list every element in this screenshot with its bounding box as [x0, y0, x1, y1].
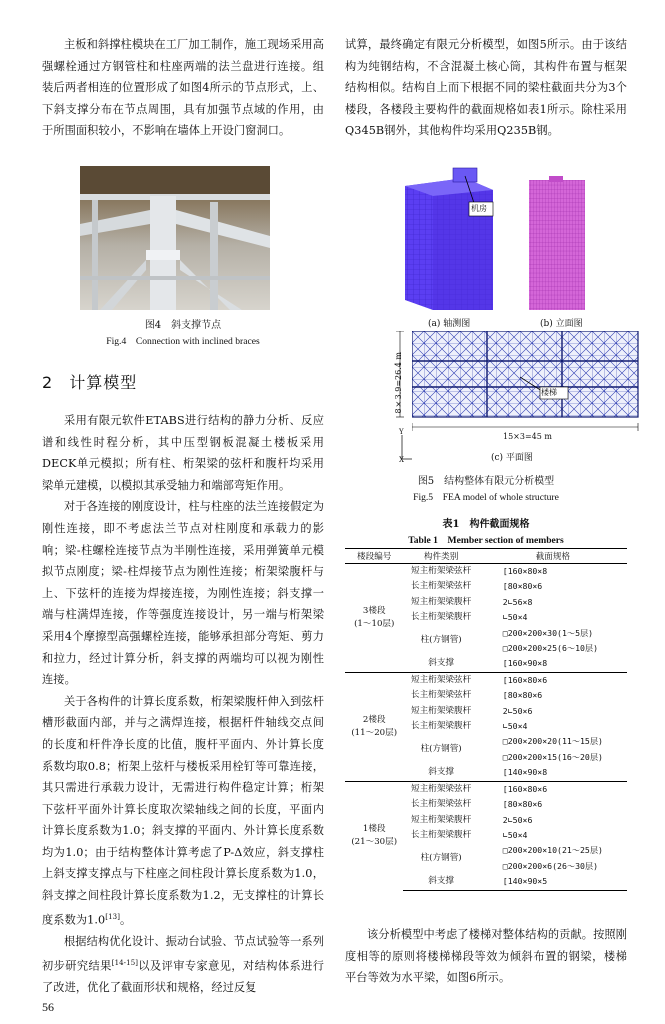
para-effective-length-text: 关于各构件的计算长度系数，桁架梁腹杆伸入到弦杆槽形截面内部，并与之满焊连接，根据杆件轴线交点间的长度和杆件净长度的比值，腹杆平面内、外计算长度系数均取0.8；桁架上弦杆与楼板采用栓钉等可靠连接，其只需进行承载力设计，无需进行构件稳定计算；桁架下弦杆平面外计算长度取次梁轴线之间的长度，平面内计算长度系数为1.0；斜支撑的平面内、外计算长度系数均为1.0；由于结构整体计算考虑了P-Δ效应，斜支撑柱上斜支撑支撑点与下柱座之间柱段计算长度系数为1.0，斜支撑之间柱段计算长度系数为1.2，无支撑柱的计算长度系数为1.0	[42, 694, 324, 927]
table-row	[345, 564, 627, 580]
section-cell: 2∟56×8	[502, 596, 533, 607]
label-machine-room: 机房	[471, 204, 487, 213]
section-cell: □200×200×15(16～20层)	[502, 751, 603, 762]
para-effective-length	[42, 691, 324, 931]
segment-name: 3楼段	[362, 605, 386, 616]
table1-caption-en: Table 1 Member section of members	[408, 535, 564, 546]
section-cell: 2∟50×6	[502, 705, 533, 716]
section-cell: ∟50×4	[502, 612, 528, 623]
fig4-connection-photo	[80, 166, 270, 310]
member-cell: 长主桁架梁弦杆	[411, 799, 472, 810]
table1-container	[345, 548, 627, 891]
section-number: 2	[42, 373, 54, 392]
section-cell: □200×200×20(11～15层)	[502, 736, 603, 747]
para-optimization-a: 根据结构优化设计、振动台试验、节点试验等一系列初步研究结果	[42, 934, 324, 973]
member-cell: 斜支撑	[403, 874, 478, 890]
para-connection-stiffness: 对于各连接的刚度设计，柱与柱座的法兰连接假定为刚性连接，即不考虑法兰节点对柱刚度和承载力的影响；梁-柱螺栓连接节点为半刚性连接，采用弹簧单元模拟节点刚度；梁-柱焊接节点为刚性连接；桁架梁腹杆与上、下弦杆的连接为焊接连接，为刚性连接；斜支撑一端与柱满焊连接，作等强度连接设计，另一端与桁架梁采用4个摩擦型高强螺栓连接，能够承担部分弯矩、剪力和拉力，经过计算分析，斜支撑的两端均可以视为刚性连接。	[42, 500, 324, 687]
section-cell: [140×90×8	[502, 767, 548, 778]
fig5a-label: (a) 轴测图	[428, 319, 471, 329]
section-cell: [160×80×6	[479, 672, 627, 688]
section-cell: [160×80×6	[479, 781, 627, 797]
fig5b-label: (b) 立面图	[540, 319, 583, 329]
plan-dim-vertical: 8×3.9=26.4 m	[394, 352, 403, 414]
th-section: 截面规格	[479, 549, 627, 564]
section-cell: 2∟50×6	[502, 814, 533, 825]
member-cell: 柱(方钢管)	[420, 853, 462, 864]
segment-name: 1楼段	[362, 823, 386, 834]
section-cell: [140×90×5	[479, 874, 627, 890]
table-body	[345, 564, 627, 891]
table-header-row	[345, 549, 627, 564]
plan-dim-horizontal: 15×3=45 m	[503, 432, 552, 441]
section-cell: [160×80×8	[502, 566, 548, 576]
member-cell: 长主桁架梁腹杆	[411, 612, 472, 623]
member-cell: 短主桁架梁弦杆	[403, 781, 478, 797]
citation-13: [13]	[105, 912, 121, 921]
member-cell: 柱(方钢管)	[420, 635, 462, 646]
member-cell: 短主桁架梁腹杆	[411, 705, 472, 716]
member-cell: 长主桁架梁弦杆	[411, 581, 472, 592]
fig5a-axonometric-model	[395, 164, 505, 314]
para-effective-length-end: 。	[120, 913, 132, 927]
segment-floors: (21～30层)	[351, 836, 398, 847]
right-bottom-paragraph: 该分析模型中考虑了楼梯对整体结构的贡献。按照刚度相等的原则将楼梯梯段等效为倾斜布置的钢梁，楼梯平台等效为水平梁，如图6所示。	[345, 928, 627, 985]
table1-caption-zh: 表1 构件截面规格	[442, 519, 530, 530]
member-cell: 短主桁架梁弦杆	[411, 566, 472, 576]
left-top-paragraph: 主板和斜撑柱模块在工厂加工制作，施工现场采用高强螺栓通过方钢管柱和柱座两端的法兰盘进行连接。组装后两者相连的位置形成了如图4所示的节点形式，上、下斜支撑分布在节点周围，具有加强节点域的作用，由于所围面积较小，不影响在墙体上开设门窗洞口。	[42, 38, 324, 138]
fig5-caption-zh: 图5 结构整体有限元分析模型	[417, 476, 555, 487]
section-title: 计算模型	[69, 373, 138, 392]
fig5c-label: (c) 平面图	[491, 453, 533, 463]
fig4-caption-zh: 图4 斜支撑节点	[144, 320, 222, 331]
axis-y-label: Y	[399, 428, 404, 436]
para-optimization	[42, 931, 324, 999]
section-cell: [80×80×6	[502, 581, 543, 592]
steel-node-illustration	[80, 166, 270, 310]
section-cell: □200×200×25(6～10层)	[502, 643, 599, 654]
fig5b-elevation-model	[527, 176, 587, 312]
segment-cell	[345, 672, 403, 781]
member-cell: 斜支撑	[428, 658, 455, 669]
table-row	[345, 672, 627, 688]
segment-floors: (11～20层)	[351, 727, 398, 738]
th-segment: 楼段编号	[345, 549, 403, 564]
page-number: 56	[42, 1000, 54, 1014]
label-stair: 楼梯	[541, 388, 557, 397]
member-cell: 短主桁架梁腹杆	[411, 596, 472, 607]
fig5c-plan-view	[412, 331, 642, 435]
member-cell: 长主桁架梁弦杆	[411, 690, 472, 701]
segment-name: 2楼段	[362, 714, 386, 725]
axis-x-label: X	[399, 456, 404, 464]
fig5-caption-en: Fig.5 FEA model of whole structure	[413, 492, 559, 503]
section-cell: [80×80×6	[502, 690, 543, 701]
section-cell: [160×90×8	[502, 658, 548, 669]
segment-cell	[345, 781, 403, 890]
th-member: 构件类别	[403, 549, 478, 564]
section-cell: ∟50×4	[502, 721, 528, 732]
section-table	[345, 548, 627, 891]
member-cell: 柱(方钢管)	[420, 744, 462, 755]
section-cell: □200×200×6(26～30层)	[502, 860, 599, 871]
segment-cell	[345, 564, 403, 673]
section-cell: ∟50×4	[502, 829, 528, 840]
fig4-caption-en: Fig.4 Connection with inclined braces	[106, 336, 260, 347]
section-heading	[42, 370, 137, 393]
member-cell: 短主桁架梁腹杆	[411, 814, 472, 825]
right-top-paragraph: 试算，最终确定有限元分析模型，如图5所示。由于该结构为纯钢结构，不含混凝土核心筒，其构件布置与框架结构相似。结构自上而下根据不同的梁柱截面共分为3个楼段，各楼段主要构件的截面规格如表1所示。除柱采用Q345B钢外，其他构件均采用Q235B钢。	[345, 38, 627, 138]
table-row	[345, 781, 627, 797]
member-cell: 短主桁架梁弦杆	[403, 672, 478, 688]
para-analysis-software: 采用有限元软件ETABS进行结构的静力分析、反应谱和线性时程分析，其中压型钢板混凝土楼板采用DECK单元模拟；所有柱、桁架梁的弦杆和腹杆均采用梁单元建模，以模拟其承受轴力和端部弯矩作用。	[42, 414, 324, 492]
segment-floors: (1～10层)	[354, 618, 395, 629]
section-cell: □200×200×10(21～25层)	[502, 845, 603, 856]
para-optimization-b: 以及评审专家意见，对结构体系进行了改进，优化了截面形状和规格，经过反复	[42, 959, 324, 994]
section-cell: [80×80×6	[502, 799, 543, 810]
citation-14-15: [14-15]	[111, 958, 139, 967]
section-cell: □200×200×30(1～5层)	[502, 627, 594, 638]
member-cell: 长主桁架梁腹杆	[411, 829, 472, 840]
member-cell: 长主桁架梁腹杆	[411, 721, 472, 732]
member-cell: 斜支撑	[428, 767, 455, 778]
